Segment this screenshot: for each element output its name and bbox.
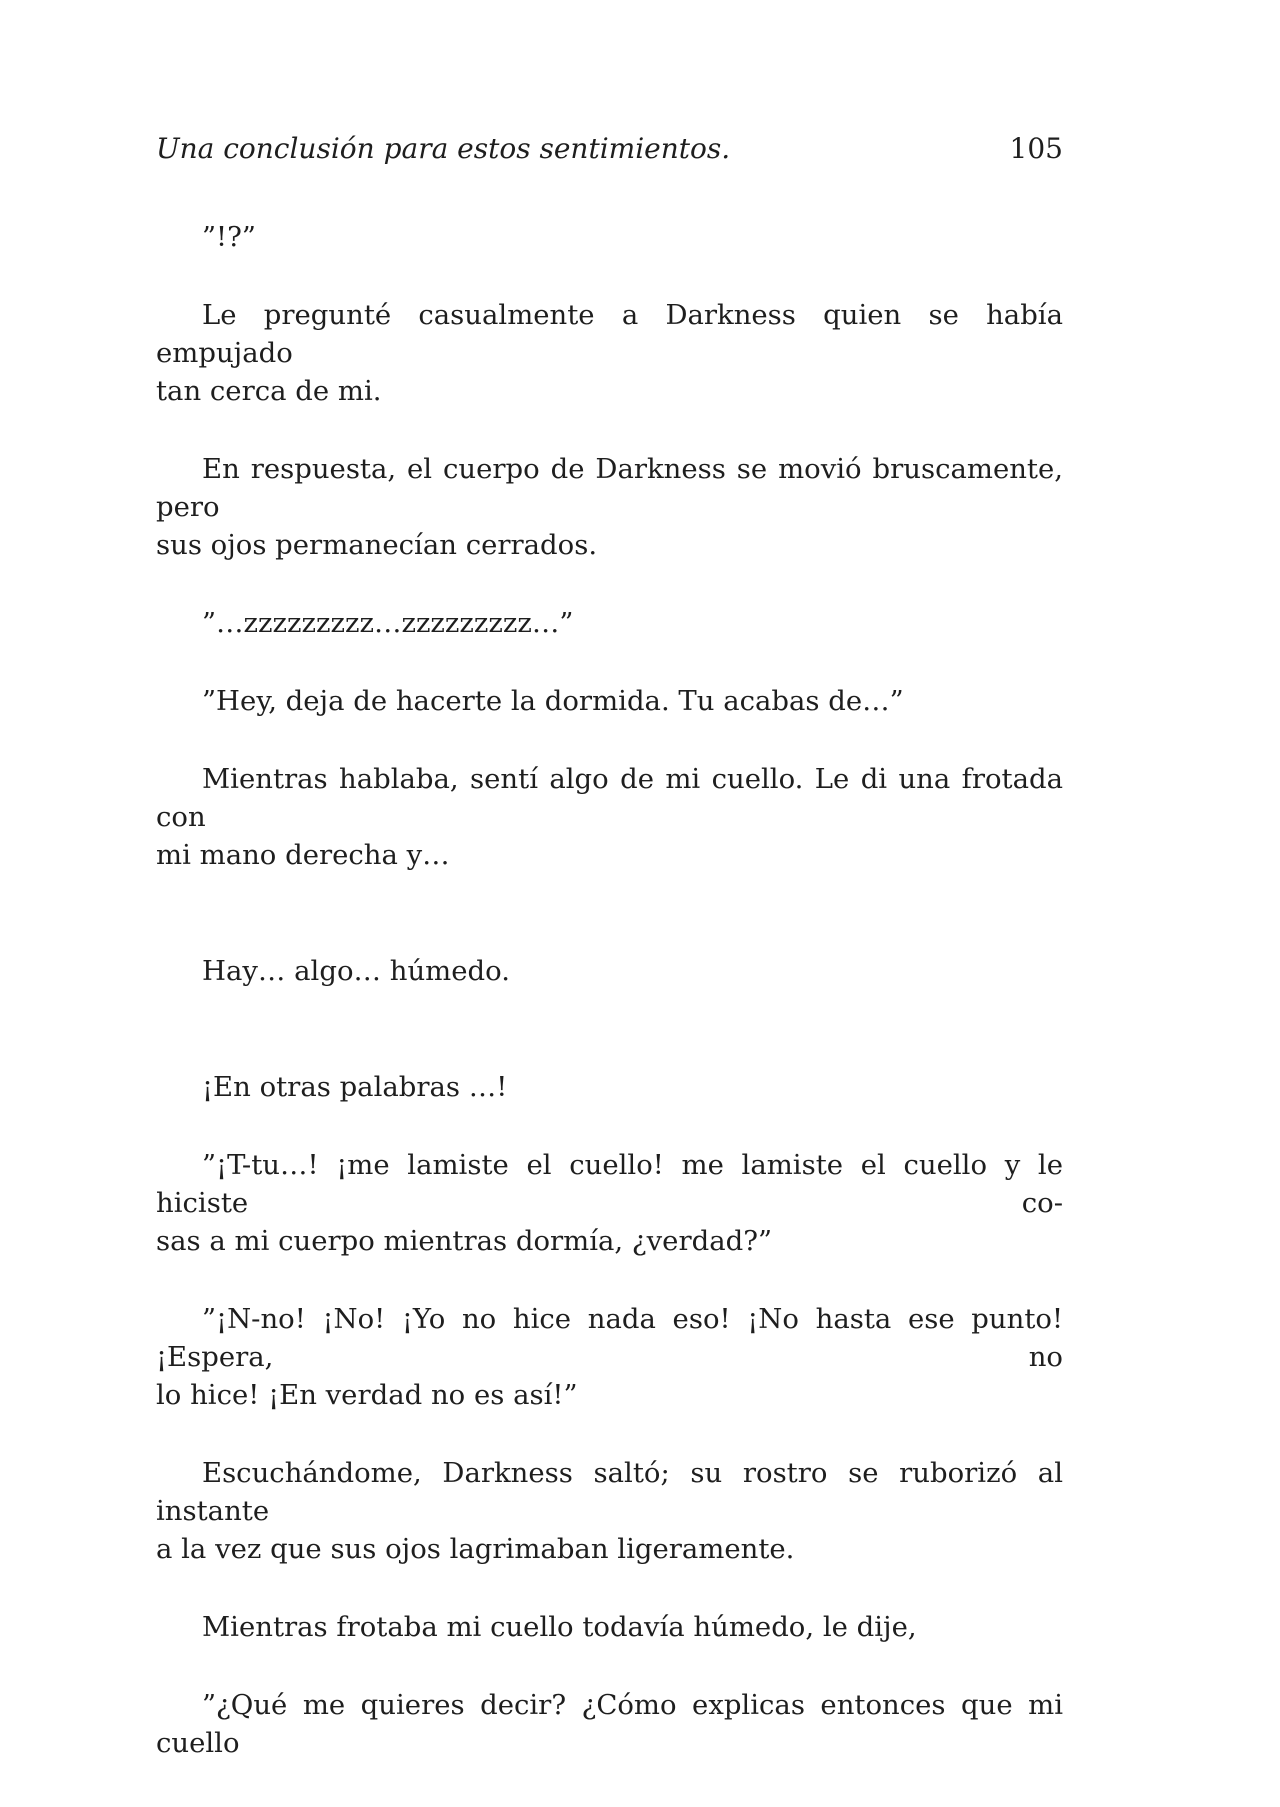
text-line: ”¡T-tu…! ¡me lamiste el cuello! me lamiste el cuello y le hiciste co- [156, 1149, 1063, 1219]
text-line: sas a mi cuerpo mientras dormía, ¿verdad?” [156, 1225, 773, 1257]
body-text [156, 218, 1063, 1762]
paragraph [156, 1608, 1063, 1646]
paragraph [156, 952, 1063, 990]
text-line: a la vez que sus ojos lagrimaban ligeramente. [156, 1533, 795, 1565]
text-line: lo hice! ¡En verdad no es así!” [156, 1379, 578, 1411]
paragraph [156, 682, 1063, 720]
text-line: mi mano derecha y… [156, 839, 450, 871]
text-line: Escuchándome, Darkness saltó; su rostro se ruborizó al instante [156, 1457, 1063, 1527]
paragraph [156, 760, 1063, 874]
paragraph [156, 604, 1063, 642]
paragraph [156, 1068, 1063, 1106]
text-line: En respuesta, el cuerpo de Darkness se movió bruscamente, pero [156, 453, 1063, 523]
text-line: sus ojos permanecían cerrados. [156, 529, 598, 561]
text-line: Hay… algo… húmedo. [202, 955, 510, 987]
text-line: ”¿Qué me quieres decir? ¿Cómo explicas entonces que mi cuello [156, 1689, 1063, 1759]
paragraph [156, 218, 1063, 256]
text-line: ”Hey, deja de hacerte la dormida. Tu acabas de…” [202, 685, 904, 717]
text-line: ”!?” [202, 221, 256, 253]
running-header [156, 130, 1063, 168]
text-line: ”…zzzzzzzzz…zzzzzzzzz…” [202, 607, 574, 639]
text-line: tan cerca de mi. [156, 375, 382, 407]
text-line: Mientras hablaba, sentí algo de mi cuello. Le di una frotada con [156, 763, 1063, 833]
paragraph [156, 1300, 1063, 1414]
paragraph [156, 1146, 1063, 1260]
paragraph [156, 1454, 1063, 1568]
text-line: ”¡N-no! ¡No! ¡Yo no hice nada eso! ¡No hasta ese punto! ¡Espera, no [156, 1303, 1063, 1373]
chapter-running-title: Una conclusión para estos sentimientos. [156, 132, 731, 165]
text-line: Le pregunté casualmente a Darkness quien se había empujado [156, 299, 1063, 369]
paragraph [156, 450, 1063, 564]
text-line: ¡En otras palabras …! [202, 1071, 508, 1103]
paragraph [156, 296, 1063, 410]
text-line: Mientras frotaba mi cuello todavía húmedo, le dije, [202, 1611, 917, 1643]
paragraph [156, 1686, 1063, 1762]
page-number: 105 [1009, 132, 1063, 165]
